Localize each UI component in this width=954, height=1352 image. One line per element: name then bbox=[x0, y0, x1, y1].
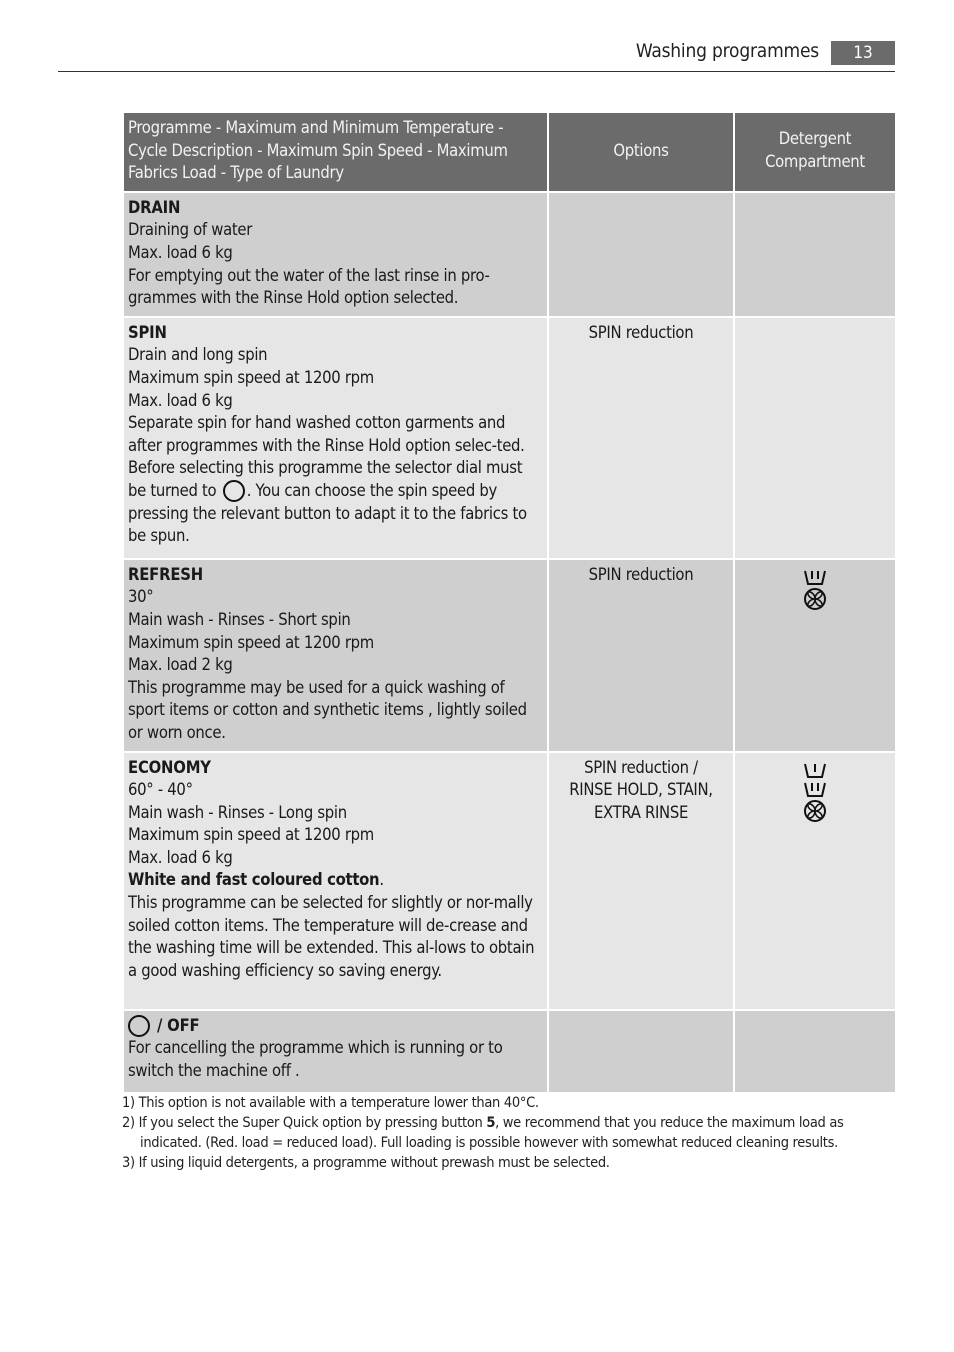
programme-line: Main wash - Rinses - Long spin bbox=[128, 802, 347, 822]
programme-line: Max. load 6 kg bbox=[128, 847, 233, 867]
option-line: SPIN reduction / bbox=[584, 757, 698, 777]
prewash-compartment-icon bbox=[802, 761, 828, 779]
table-row-off bbox=[123, 1010, 896, 1093]
table-header-row bbox=[123, 112, 896, 192]
programme-name: ECONOMY bbox=[128, 757, 211, 777]
programme-line: Draining of water bbox=[128, 220, 253, 240]
detergent-cell bbox=[734, 1010, 896, 1093]
programme-cell bbox=[123, 1010, 548, 1093]
laundry-type bbox=[128, 869, 543, 892]
programme-name: SPIN bbox=[128, 322, 167, 342]
options-cell bbox=[548, 752, 734, 1010]
programme-cell bbox=[123, 317, 548, 559]
footnote bbox=[122, 1113, 897, 1153]
detergent-cell bbox=[734, 752, 896, 1010]
column-header-programme: Programme - Maximum and Minimum Temperature - Cycle Description - Maximum Spin Speed - Maximum Fabrics Load - Type of Laundry bbox=[123, 112, 548, 192]
table-row-drain bbox=[123, 192, 896, 317]
column-header-detergent: Detergent Compartment bbox=[734, 112, 896, 192]
table-row-spin bbox=[123, 317, 896, 559]
programme-line: Drain and long spin bbox=[128, 345, 268, 365]
programme-line: Max. load 2 kg bbox=[128, 655, 233, 675]
description-text: Separate spin for hand washed cotton garments and after programmes with the Rinse Hold option selec-ted. Before selecting this programme the selector dial must be turned to bbox=[128, 413, 525, 500]
footnote-text: 2) If you select the Super Quick option by pressing button bbox=[122, 1115, 487, 1131]
programme-cell bbox=[123, 752, 548, 1010]
main-wash-compartment-icon bbox=[802, 780, 828, 798]
programme-line: Maximum spin speed at 1200 rpm bbox=[128, 367, 374, 387]
footnote: 3) If using liquid detergents, a programme without prewash must be selected. bbox=[122, 1155, 610, 1171]
programme-cell bbox=[123, 559, 548, 752]
description-text: . You can choose the spin speed by pressing the relevant button to adapt it to the fabrics to be spun. bbox=[128, 480, 527, 546]
programme-line: Maximum spin speed at 1200 rpm bbox=[128, 825, 374, 845]
programme-line: This programme may be used for a quick washing of sport items or cotton and synthetic items , lightly soiled or worn once. bbox=[128, 677, 527, 742]
programme-line: 60° - 40° bbox=[128, 780, 193, 800]
detergent-cell bbox=[734, 559, 896, 752]
programme-line: Main wash - Rinses - Short spin bbox=[128, 609, 351, 629]
option-line: EXTRA RINSE bbox=[593, 802, 689, 822]
option-line: RINSE HOLD, STAIN, bbox=[569, 780, 713, 800]
laundry-type-suffix: . bbox=[379, 870, 384, 890]
programme-name: / OFF bbox=[156, 1015, 200, 1035]
options-cell: SPIN reduction bbox=[548, 559, 734, 752]
page-header bbox=[58, 38, 895, 72]
detergent-cell bbox=[734, 192, 896, 317]
page-number: 13 bbox=[831, 41, 895, 65]
programme-line: Max. load 6 kg bbox=[128, 242, 233, 262]
programme-line: Maximum spin speed at 1200 rpm bbox=[128, 632, 374, 652]
laundry-type-text: White and fast coloured cotton bbox=[128, 870, 380, 890]
programme-line: For emptying out the water of the last rinse in pro-grammes with the Rinse Hold option selected. bbox=[128, 265, 490, 308]
section-title: Washing programmes bbox=[635, 40, 819, 62]
options-cell bbox=[548, 192, 734, 317]
programme-line: For cancelling the programme which is running or to switch the machine off . bbox=[128, 1038, 503, 1080]
programme-name-wrap bbox=[128, 1015, 543, 1038]
table-row-refresh bbox=[123, 559, 896, 752]
programme-name: DRAIN bbox=[128, 197, 181, 217]
softener-compartment-icon bbox=[803, 799, 827, 823]
programme-line: Max. load 6 kg bbox=[128, 390, 233, 410]
options-cell: SPIN reduction bbox=[548, 317, 734, 559]
programme-description: This programme can be selected for slightly or nor-mally soiled cotton items. The temperature will de-crease and the washing time will be extended. This al-lows to obtain a good washing efficiency so saving energy. bbox=[128, 893, 535, 980]
off-position-circle-icon bbox=[223, 480, 245, 502]
main-wash-compartment-icon bbox=[802, 568, 828, 586]
button-number: 5 bbox=[486, 1115, 496, 1131]
softener-compartment-icon bbox=[803, 587, 827, 611]
options-cell bbox=[548, 1010, 734, 1093]
programme-description bbox=[128, 412, 543, 548]
programme-cell bbox=[123, 192, 548, 317]
programme-line: 30° bbox=[128, 587, 154, 607]
programme-name: REFRESH bbox=[128, 564, 204, 584]
footnote: 1) This option is not available with a temperature lower than 40°C. bbox=[122, 1095, 539, 1111]
footnotes bbox=[122, 1093, 897, 1173]
table-row-economy bbox=[123, 752, 896, 1010]
footnote-text: , we recommend that you reduce the maximum load as indicated. (Red. load = reduced load). Full loading is possible however with somewhat reduced cleaning results. bbox=[140, 1115, 844, 1151]
off-position-circle-icon bbox=[128, 1015, 150, 1037]
washing-programmes-table bbox=[122, 111, 897, 1094]
detergent-cell bbox=[734, 317, 896, 559]
column-header-options: Options bbox=[548, 112, 734, 192]
